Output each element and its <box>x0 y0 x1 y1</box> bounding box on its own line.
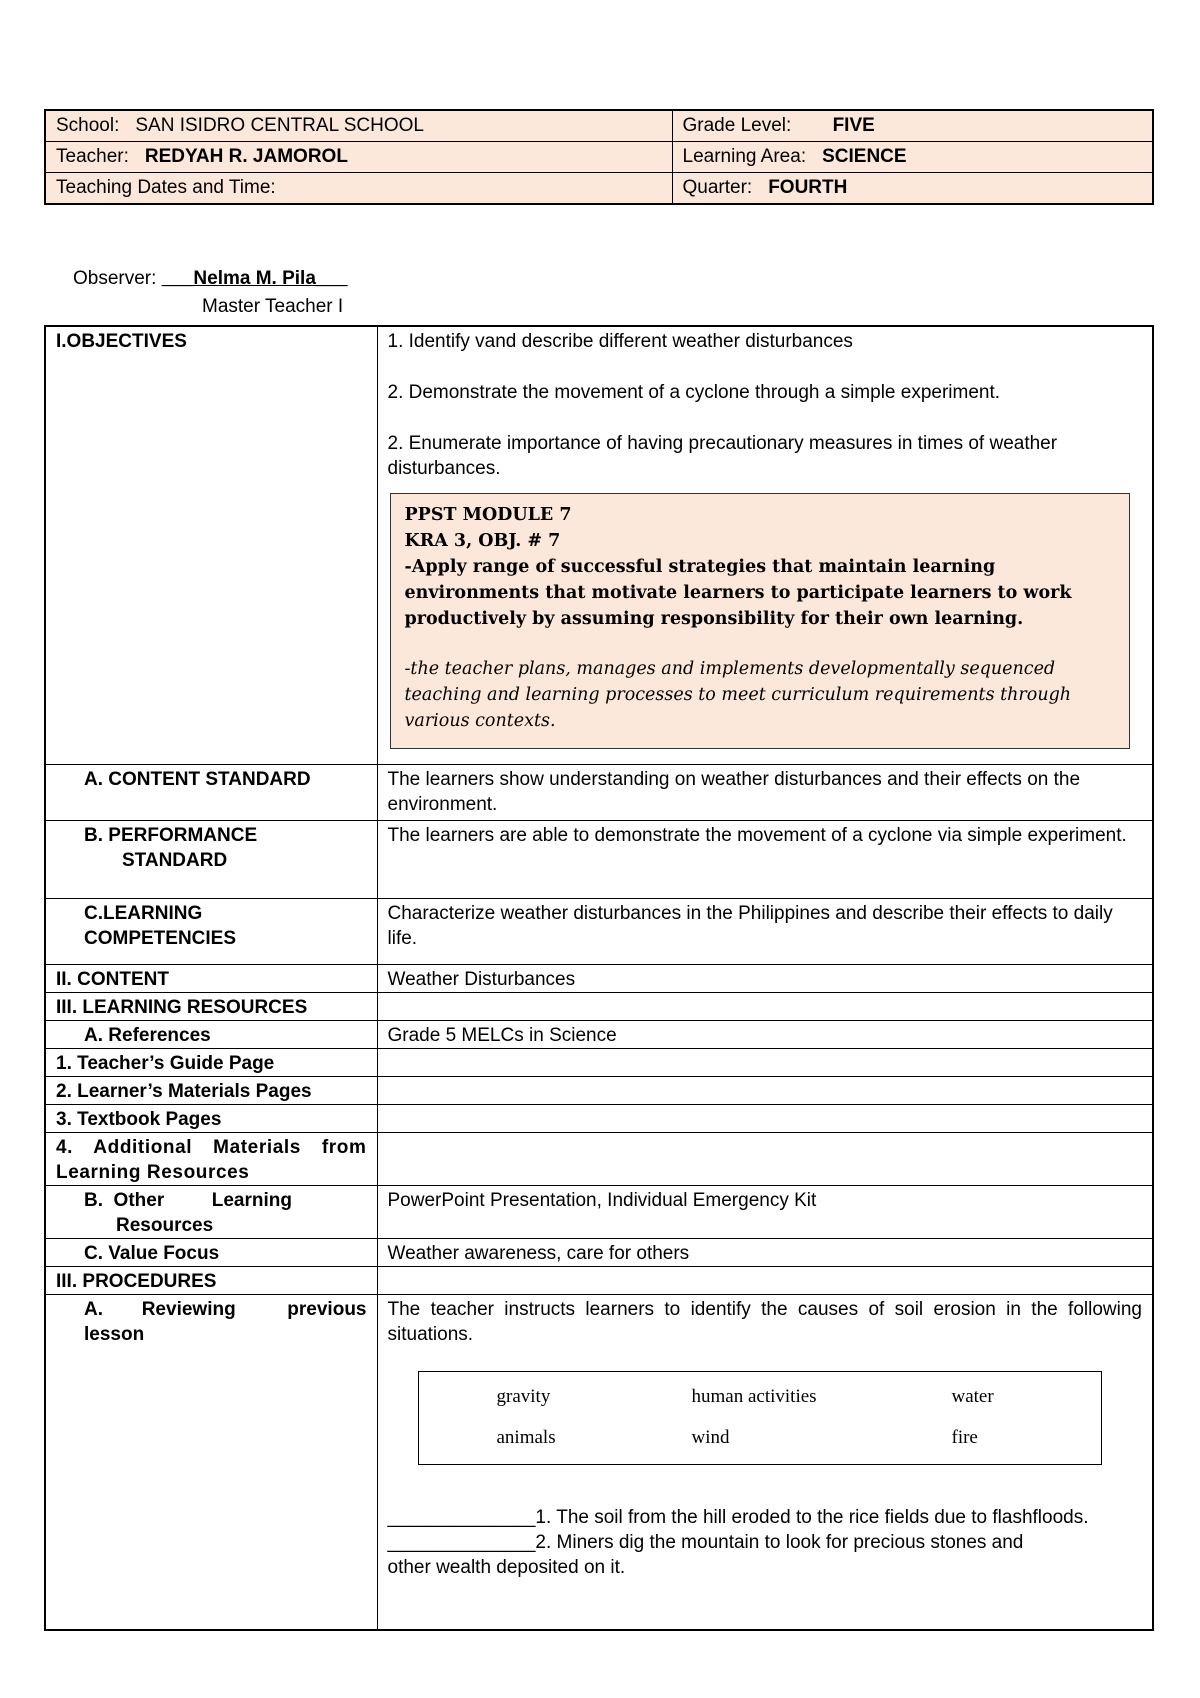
teacher-value: REDYAH R. JAMOROL <box>144 146 348 167</box>
objectives-cell <box>377 326 1153 764</box>
objective-1: 1. Identify vand describe different weather disturbances <box>387 331 853 352</box>
references-value: Grade 5 MELCs in Science <box>377 1020 1153 1048</box>
objective-2: 2. Demonstrate the movement of a cyclone through a simple experiment. <box>387 382 1001 403</box>
word-human-activities: human activities <box>691 1385 817 1407</box>
learning-resources-label: III. LEARNING RESOURCES <box>45 992 377 1020</box>
teacher-label: Teacher: <box>56 146 129 167</box>
value-focus-label: C. Value Focus <box>45 1238 377 1266</box>
performance-label-line1: B. PERFORMANCE <box>84 824 258 846</box>
other-resources-label <box>45 1185 377 1238</box>
content-standard-value: The learners show understanding on weather disturbances and their effects on the environment. <box>377 764 1153 820</box>
competencies-label-line2: COMPETENCIES <box>84 927 237 949</box>
observer-label: Observer: <box>73 268 157 289</box>
references-label: A. References <box>45 1020 377 1048</box>
observer-title: Master Teacher I <box>202 296 344 317</box>
word-bank <box>418 1371 1103 1465</box>
ppst-note: -the teacher plans, manages and implements developmentally sequenced teaching and learning processes to meet curriculum requirements through various contexts. <box>404 659 1072 731</box>
dates-cell <box>45 173 672 205</box>
reviewing-lesson-cell <box>377 1294 1153 1630</box>
ppst-strategy: -Apply range of successful strategies that maintain learning environments that motivate learners to participate learners to work productively by assuming responsibility for their own learning. <box>404 557 1072 629</box>
school-label: School: <box>56 115 120 136</box>
competencies-label-line1: C.LEARNING <box>84 902 203 924</box>
review-item-2-continued: other wealth deposited on it. <box>387 1556 626 1578</box>
word-animals: animals <box>496 1426 556 1448</box>
grade-label: Grade Level: <box>682 115 792 136</box>
area-value: SCIENCE <box>822 146 907 167</box>
value-focus-value: Weather awareness, care for others <box>377 1238 1153 1266</box>
competencies-value: Characterize weather disturbances in the Philippines and describe their effects to daily life. <box>377 898 1153 964</box>
ppst-kra: KRA 3, OBJ. # 7 <box>404 531 561 551</box>
other-resources-line1: B. Other Learning <box>84 1189 292 1211</box>
grade-cell <box>672 110 1153 142</box>
learning-resources-value <box>377 992 1153 1020</box>
word-gravity: gravity <box>496 1385 551 1407</box>
teachers-guide-label: 1. Teacher’s Guide Page <box>45 1048 377 1076</box>
grade-value: FIVE <box>832 115 875 136</box>
teacher-cell <box>45 142 672 173</box>
learners-materials-value <box>377 1076 1153 1104</box>
observer-name: ___Nelma M. Pila___ <box>161 268 348 289</box>
review-instructions: The teacher instructs learners to identify the causes of soil erosion in the following situations. <box>387 1298 1142 1345</box>
content-label: II. CONTENT <box>45 964 377 992</box>
school-value: SAN ISIDRO CENTRAL SCHOOL <box>135 115 424 136</box>
observer-line <box>73 268 348 290</box>
content-standard-label: A. CONTENT STANDARD <box>45 764 377 820</box>
other-resources-line2: Resources <box>116 1214 214 1236</box>
additional-materials-label: 4. Additional Materials from Learning Resources <box>45 1132 377 1185</box>
quarter-value: FOURTH <box>768 177 848 198</box>
review-item-1: ______________1. The soil from the hill eroded to the rice fields due to flashfloods. <box>387 1506 1089 1528</box>
word-water: water <box>951 1385 994 1407</box>
lesson-plan-table <box>44 325 1154 1631</box>
procedures-label: III. PROCEDURES <box>45 1266 377 1294</box>
performance-standard-label <box>45 820 377 898</box>
additional-materials-value <box>377 1132 1153 1185</box>
content-value: Weather Disturbances <box>377 964 1153 992</box>
procedures-value <box>377 1266 1153 1294</box>
performance-label-line2: STANDARD <box>122 849 228 871</box>
word-wind: wind <box>691 1426 730 1448</box>
header-table <box>44 109 1154 205</box>
reviewing-lesson-label: A. Reviewing previous lesson <box>45 1294 377 1630</box>
area-cell <box>672 142 1153 173</box>
dates-label: Teaching Dates and Time: <box>56 177 276 198</box>
performance-standard-value: The learners are able to demonstrate the movement of a cyclone via simple experiment. <box>377 820 1153 898</box>
ppst-module: PPST MODULE 7 <box>404 505 572 525</box>
area-label: Learning Area: <box>682 146 807 167</box>
school-cell <box>45 110 672 142</box>
review-item-2: ______________2. Miners dig the mountain to look for precious stones and <box>387 1531 1024 1553</box>
quarter-cell <box>672 173 1153 205</box>
competencies-label <box>45 898 377 964</box>
textbook-pages-label: 3. Textbook Pages <box>45 1104 377 1132</box>
quarter-label: Quarter: <box>682 177 753 198</box>
learners-materials-label: 2. Learner’s Materials Pages <box>45 1076 377 1104</box>
objective-3: 2. Enumerate importance of having precautionary measures in times of weather disturbances. <box>387 433 1058 479</box>
objectives-label: I.OBJECTIVES <box>45 326 377 764</box>
other-resources-value: PowerPoint Presentation, Individual Emergency Kit <box>377 1185 1153 1238</box>
textbook-pages-value <box>377 1104 1153 1132</box>
teachers-guide-value <box>377 1048 1153 1076</box>
ppst-box <box>390 493 1131 749</box>
word-fire: fire <box>951 1426 978 1448</box>
